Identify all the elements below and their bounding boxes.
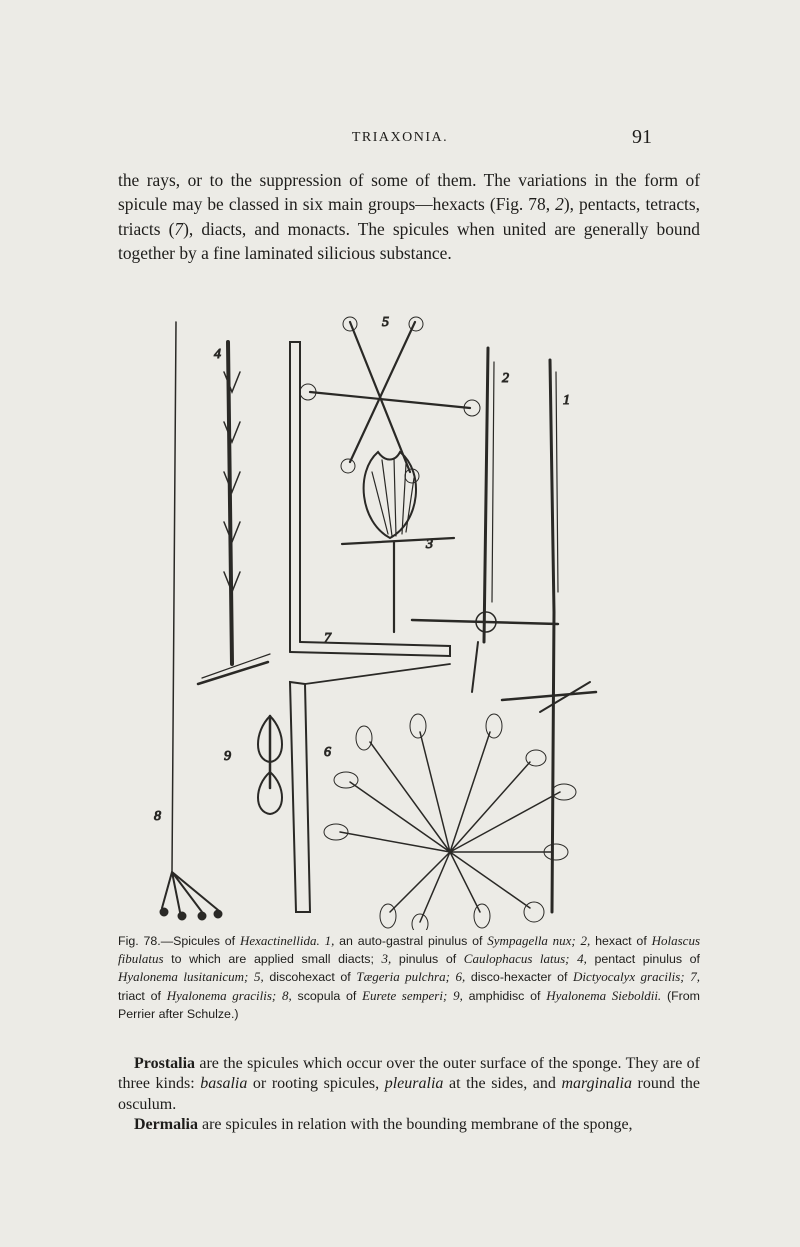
figure-label: 6: [324, 745, 331, 760]
figure-label: 9: [224, 749, 231, 764]
figure-label: 1: [563, 393, 570, 408]
figure-number: Fig. 78.: [118, 934, 161, 948]
running-head: TRIAXONIA.: [351, 130, 449, 145]
figure-label: 3: [426, 537, 433, 552]
prostalia-paragraph: Prostalia are the spicules which occur over the outer surface of the sponge. They are of three kinds: basalia or rooting spicules, pleuralia at the sides, and marginalia round the osculum.: [118, 1055, 700, 1113]
spicule-8: [160, 322, 222, 920]
spicule-9: [258, 716, 282, 814]
figure-label: 4: [214, 347, 221, 362]
dermalia-term: Dermalia: [134, 1116, 198, 1133]
spicule-4: [198, 342, 270, 684]
page-number: 91: [632, 126, 652, 148]
intro-paragraph: the rays, or to the suppression of some of them. The variations in the form of spicule may be classed in six main groups—hexacts (Fig. 78, 2), pentacts, tetracts, triacts (7), diacts, and monacts. The spicules when united are generally bound together by a fine laminated silicious substance.: [118, 170, 700, 264]
page-header: [0, 126, 800, 150]
spicule-5: [300, 317, 480, 483]
figure-ref: 7: [174, 218, 184, 239]
prostalia-term: Prostalia: [134, 1055, 196, 1072]
spicule-3: [342, 452, 454, 632]
spicule-illustration: [150, 312, 610, 930]
figure-caption: Fig. 78.—Spicules of Hexactinellida. 1, an auto-gastral pinulus of Sympagella nux; 2, hexact of Holascus fibulatus to which are applied small diacts; 3, pinulus of Caulophacus latus; 4, pentact pinulus of Hyalonema lusitanicum; 5, discohexact of Tægeria pulchra; 6, disco-hexacter of Dictyocalyx gracilis; 7, triact of Hyalonema gracilis; 8, scopula of Eurete semperi; 9, amphidisc of Hyalonema Sieboldii. (From Perrier after Schulze.): [118, 933, 700, 1021]
spicule-1: [502, 360, 596, 912]
figure-label: 2: [502, 371, 509, 386]
spicule-7: [290, 342, 450, 912]
figure-label: 8: [154, 809, 161, 824]
figure-ref: 2: [555, 194, 564, 215]
figure-label: 5: [382, 315, 389, 330]
spicule-figure: [150, 312, 610, 930]
spicule-6: [324, 714, 576, 930]
figure-label: 7: [324, 631, 331, 646]
dermalia-paragraph: Dermalia are spicules in relation with the bounding membrane of the sponge,: [134, 1116, 633, 1133]
spicule-2: [412, 348, 558, 692]
